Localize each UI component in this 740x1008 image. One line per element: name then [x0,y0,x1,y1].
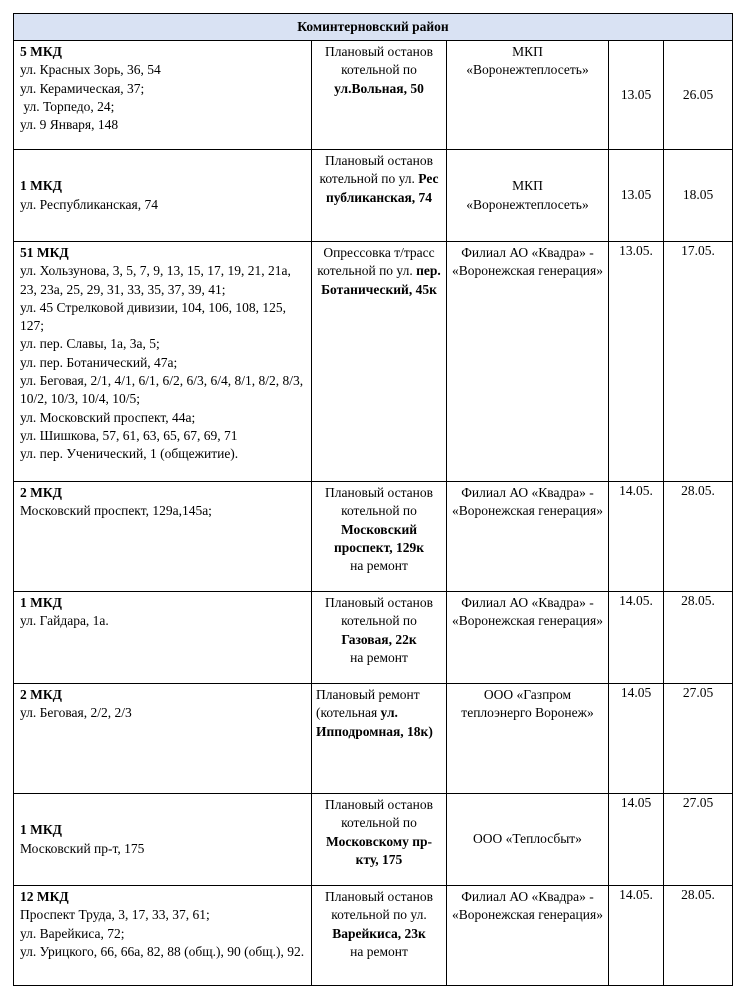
organization-cell: ООО «Газпром теплоэнерго Воронеж» [447,684,609,794]
address-line: ул. Гайдара, 1а. [20,613,109,629]
reason-cell [312,794,447,886]
start-date: 14.05 [609,684,664,794]
start-date: 13.05 [609,150,664,242]
building-count: 5 МКД [20,44,62,59]
address-line: ул. Московский проспект, 44а; [20,409,196,425]
building-count: 1 МКД [20,595,62,610]
reason-suffix: на ремонт [350,943,408,959]
reason-text: Опрессовка т/трасс котельной по ул. [317,245,435,279]
reason-text: Плановый останов котельной по ул. [319,153,433,187]
address-cell [14,150,312,242]
boiler-address: пер. Ботанический, 45к [321,263,441,297]
address-cell [14,482,312,592]
table-row [14,242,733,482]
address-line: ул. Шишкова, 57, 61, 63, 65, 67, 69, 71 [20,427,238,443]
address-line: ул. пер. Славы, 1а, 3а, 5; [20,336,160,352]
address-line: ул. Красных Зорь, 36, 54 [20,62,161,78]
address-cell [14,592,312,684]
boiler-address: ул. Ипподромная, 18к [316,705,429,739]
end-date: 28.05. [664,886,733,986]
reason-suffix: на ремонт [350,649,408,665]
boiler-address: Варейкиса, 23к [332,925,426,941]
organization-cell: Филиал АО «Квадра» - «Воронежская генерация» [447,482,609,592]
reason-suffix: ) [428,723,433,739]
address-cell [14,41,312,150]
boiler-address: Московский проспект, 129к [334,521,424,555]
table-row [14,794,733,886]
organization-cell: Филиал АО «Квадра» - «Воронежская генерация» [447,242,609,482]
start-date: 14.05. [609,886,664,986]
organization-cell: МКП «Воронежтеплосеть» [447,41,609,150]
boiler-address: Республиканская, 74 [325,171,439,205]
address-line: Московский проспект, 129а,145а; [20,503,212,519]
reason-suffix: на ремонт [350,558,408,574]
address-line: ул. пер. Ботанический, 47а; [20,354,178,370]
table-row [14,886,733,986]
reason-text: Плановый останов котельной по ул. [325,889,433,923]
end-date: 18.05 [664,150,733,242]
building-count: 1 МКД [20,822,62,838]
reason-text: Плановый останов котельной по [325,485,433,519]
reason-cell [312,242,447,482]
reason-text: Плановый останов котельной по [325,595,433,629]
organization-cell: Филиал АО «Квадра» - «Воронежская генерация» [447,592,609,684]
address-line: Московский пр-т, 175 [20,840,145,856]
address-cell [14,794,312,886]
address-line: ул. Беговая, 2/2, 2/3 [20,705,132,721]
address-line: Проспект Труда, 3, 17, 33, 37, 61; [20,907,210,923]
address-line: ул. Варейкиса, 72; [20,925,125,941]
boiler-address: Московскому пр-кту, 175 [326,833,432,867]
reason-text: Плановый останов котельной по [325,44,433,78]
building-count: 2 МКД [20,687,62,702]
address-cell [14,684,312,794]
address-line: ул. Урицкого, 66, 66а, 82, 88 (общ.), 90 (общ.), 92. [20,943,305,959]
address-line: ул. Хользунова, 3, 5, 7, 9, 13, 15, 17, 19, 21, 21а, 23, 23а, 25, 29, 31, 33, 35, 37, 39, 41; [20,263,291,297]
end-date: 17.05. [664,242,733,482]
table-row [14,150,733,242]
address-line: ул. 45 Стрелковой дивизии, 104, 106, 108, 125, 127; [20,299,286,334]
end-date: 28.05. [664,592,733,684]
table-row [14,684,733,794]
district-header: Коминтерновский район [14,14,733,41]
building-count: 1 МКД [20,178,62,194]
end-date: 27.05 [664,684,733,794]
address-line: ул. Республиканская, 74 [20,196,158,212]
address-cell [14,886,312,986]
organization-cell: МКП «Воронежтеплосеть» [447,150,609,242]
start-date: 13.05. [609,242,664,482]
table-row [14,482,733,592]
reason-cell [312,482,447,592]
boiler-address: ул.Вольная, 50 [334,80,424,96]
end-date: 27.05 [664,794,733,886]
organization-cell: ООО «Теплосбыт» [447,794,609,886]
address-line: ул. Беговая, 2/1, 4/1, 6/1, 6/2, 6/3, 6/4, 8/1, 8/2, 8/3, 10/2, 10/3, 10/4, 10/5; [20,373,304,407]
start-date: 14.05. [609,482,664,592]
address-line: ул. Торпедо, 24; [20,98,115,114]
reason-cell [312,150,447,242]
end-date: 28.05. [664,482,733,592]
building-count: 2 МКД [20,485,62,500]
table-row [14,41,733,150]
reason-cell [312,41,447,150]
building-count: 12 МКД [20,889,69,904]
start-date: 14.05 [609,794,664,886]
reason-text: Плановый ремонт (котельная [316,687,420,721]
building-count: 51 МКД [20,245,69,260]
organization-cell: Филиал АО «Квадра» - «Воронежская генерация» [447,886,609,986]
reason-cell [312,886,447,986]
boiler-address: Газовая, 22к [341,631,417,647]
table-row [14,592,733,684]
address-line: ул. 9 Января, 148 [20,117,119,133]
reason-cell [312,684,447,794]
start-date: 13.05 [609,41,664,150]
address-cell [14,242,312,482]
reason-cell [312,592,447,684]
address-line: ул. пер. Ученический, 1 (общежитие). [20,446,239,462]
outage-table [13,13,733,986]
address-line: ул. Керамическая, 37; [20,80,145,96]
reason-text: Плановый останов котельной по [325,797,433,831]
start-date: 14.05. [609,592,664,684]
district-header-row [14,14,733,41]
end-date: 26.05 [664,41,733,150]
